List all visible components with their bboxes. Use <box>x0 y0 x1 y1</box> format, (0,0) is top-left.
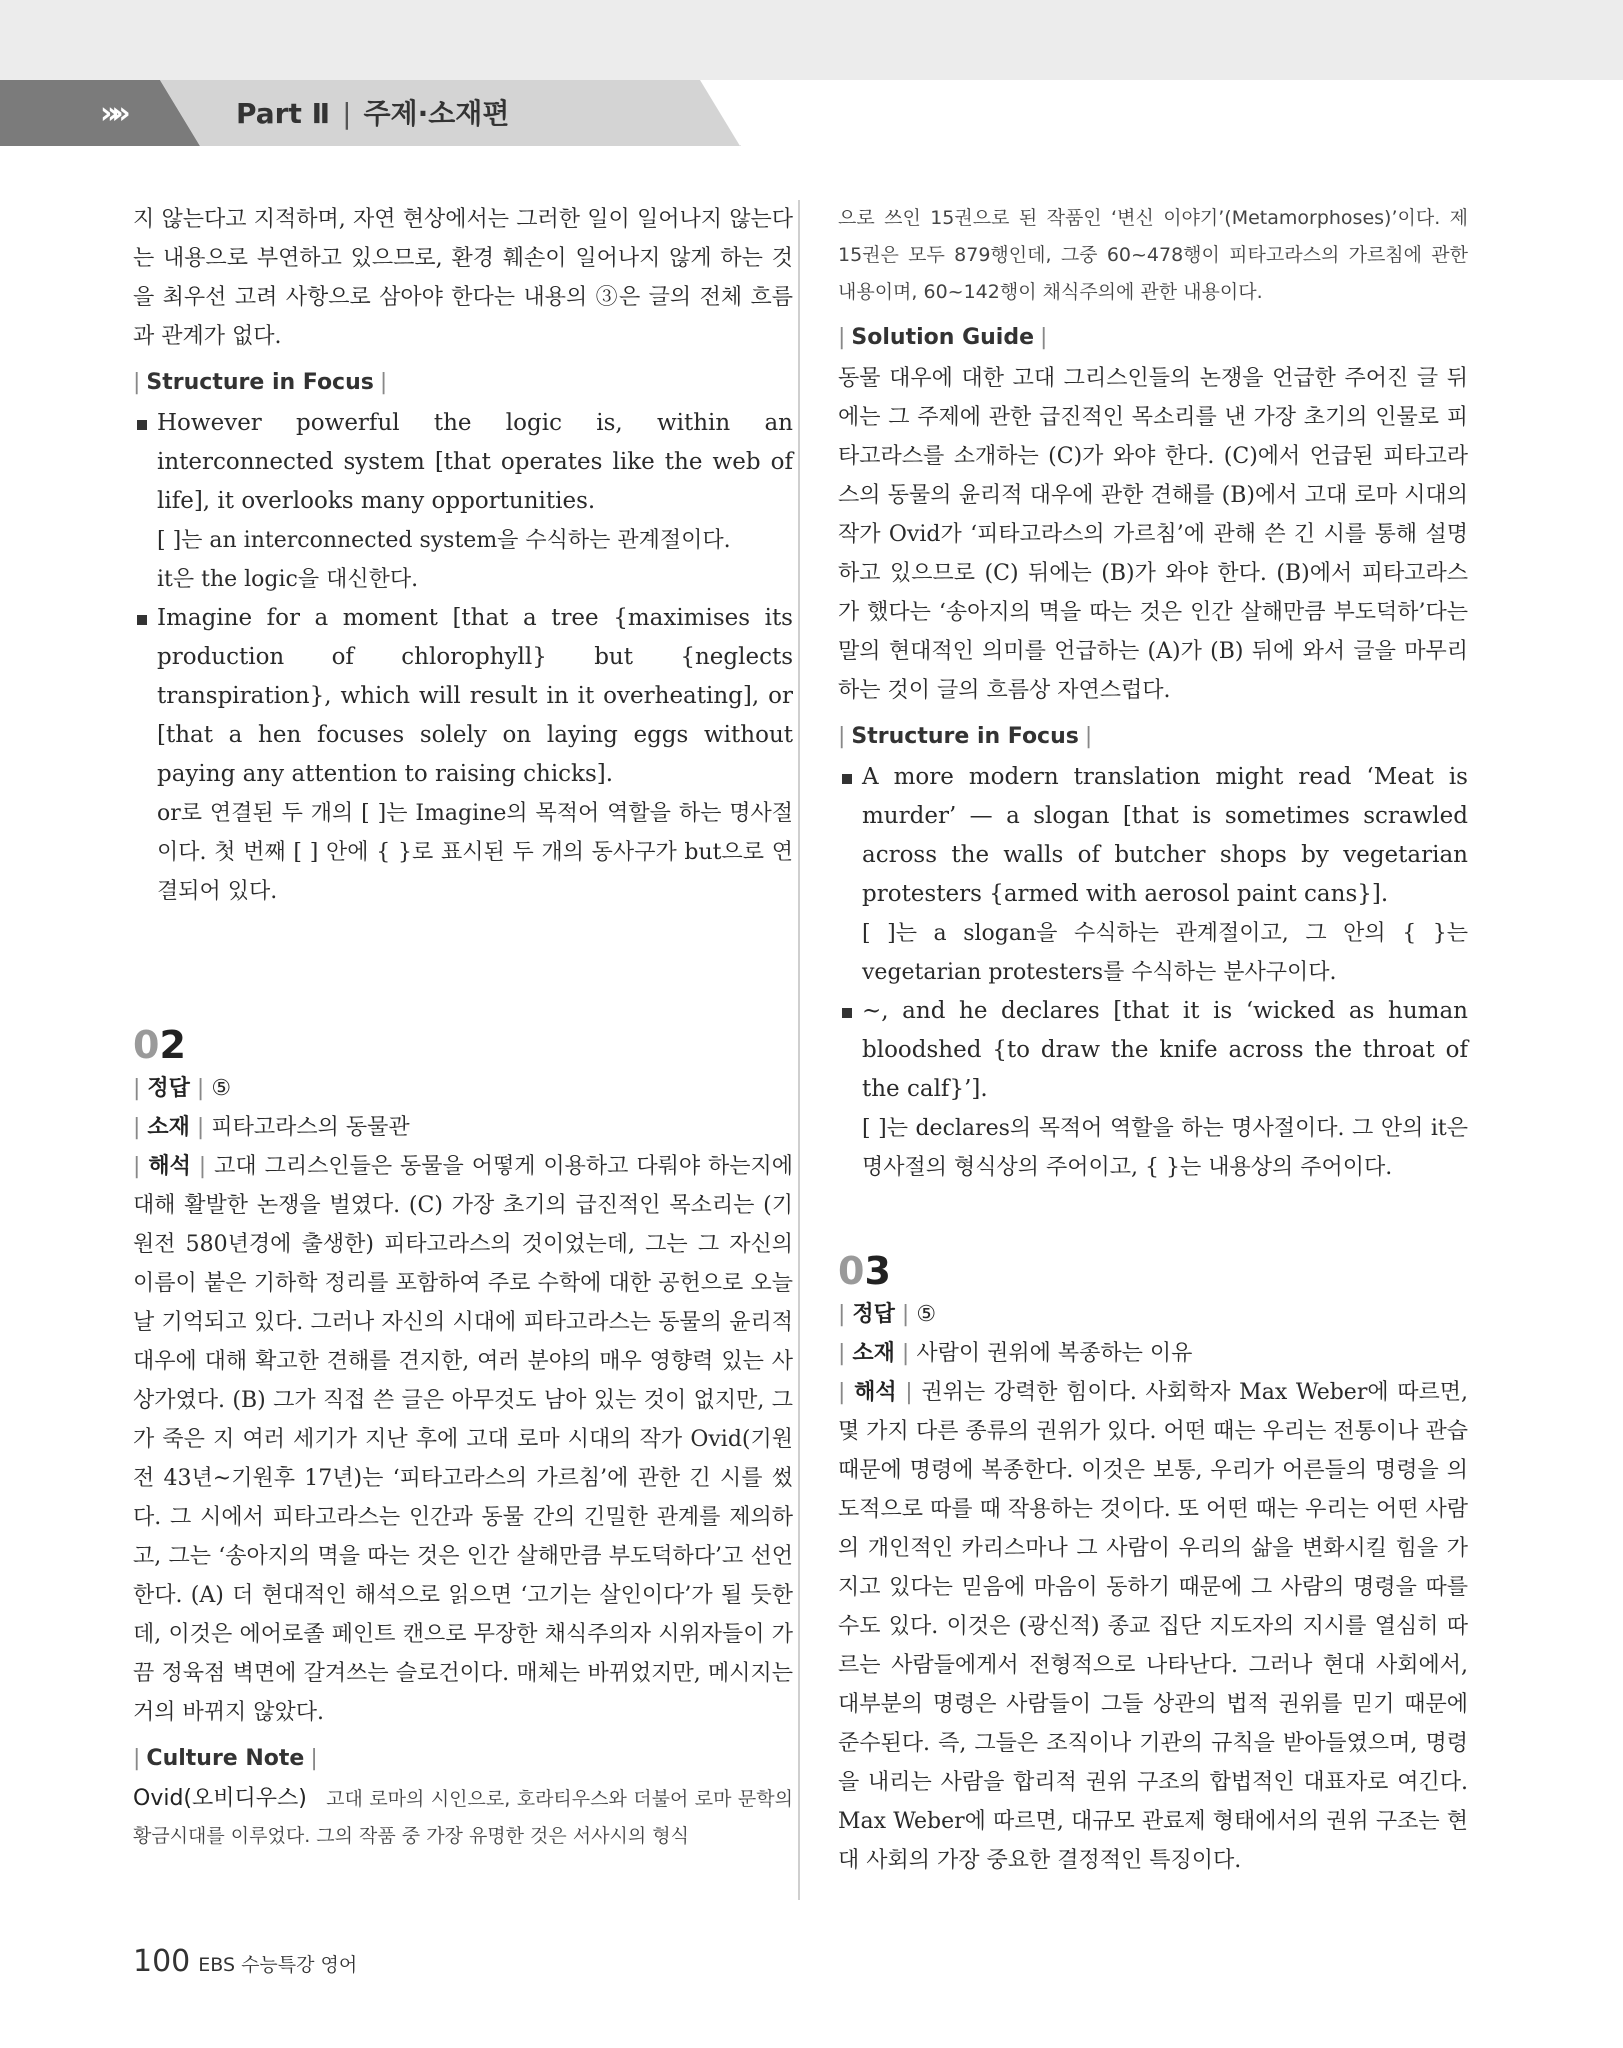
culture-note-text: Ovid(오비디우스) 고대 로마의 시인으로, 호라티우스와 더불어 로마 문학의 황금시대를 이루었다. 그의 작품 중 가장 유명한 것은 서사시의 형식 <box>133 1786 793 1847</box>
left-column <box>133 200 793 1855</box>
topic-line: | 소재 | 피타고라스의 동물관 <box>133 1115 410 1140</box>
answer-line: | 정답 | ⑤ <box>133 1076 232 1101</box>
structure-list <box>133 404 793 521</box>
answer-line: | 정답 | ⑤ <box>838 1302 937 1327</box>
structure-item: However powerful the logic is, within an interconnected system [that operates like the web of life], it overlooks many opportunities. <box>133 404 793 521</box>
book-title: EBS 수능특강 영어 <box>198 1954 358 1976</box>
intro-paragraph: 지 않는다고 지적하며, 자연 현상에서는 그러한 일이 일어나지 않는다는 내용으로 부연하고 있으므로, 환경 훼손이 일어나지 않게 하는 것을 최우선 고려 사항으로 삼아야 한다는 내용의 ③은 글의 전체 흐름과 관계가 없다. <box>133 207 793 349</box>
translation-paragraph: | 해석 | 고대 그리스인들은 동물을 어떻게 이용하고 다뤄야 하는지에 대해 활발한 논쟁을 벌였다. (C) 가장 초기의 급진적인 목소리는 (기원전 580년경에 출생한) 피타고라스의 것이었는데, 그는 그 자신의 이름이 붙은 기하학 정리를 포함하여 주로 수학에 대한 공헌으로 오늘날 기억되고 있다. 그러나 자신의 시대에 피타고라스는 동물의 윤리적 대우에 대해 확고한 견해를 견지한, 여러 분야의 매우 영향력 있는 사상가였다. (B) 그가 직접 쓴 글은 아무것도 남아 있는 것이 없지만, 그가 죽은 지 여러 세기가 지난 후에 고대 로마 시대의 작가 Ovid(기원전 43년~기원후 17년)는 ‘피타고라스의 가르침’에 관한 긴 시를 썼다. 그 시에서 피타고라스는 인간과 동물 간의 긴밀한 관계를 제의하고, 그는 ‘송아지의 멱을 따는 것은 인간 살해만큼 부도덕하다’고 선언한다. (A) 더 현대적인 해석으로 읽으면 ‘고기는 살인이다’가 될 듯한데, 이것은 에어로졸 페인트 캔으로 무장한 채식주의자 시위자들이 가끔 정육점 벽면에 갈겨쓰는 슬로건이다. 매체는 바뀌었지만, 메시지는 거의 바뀌지 않았다. <box>133 1154 794 1725</box>
structure-in-focus-heading: | Structure in Focus | <box>133 370 388 395</box>
section-label: 주제·소재편 <box>363 97 510 130</box>
structure-note: [ ]는 an interconnected system을 수식하는 관계절이다. <box>157 528 731 553</box>
right-column <box>838 200 1468 1880</box>
top-strip <box>0 0 1623 80</box>
structure-note: [ ]는 a slogan을 수식하는 관계절이고, 그 안의 { }는 vegetarian protesters를 수식하는 분사구이다. <box>862 921 1468 985</box>
page-footer <box>133 1944 357 1984</box>
structure-note: [ ]는 declares의 목적어 역할을 하는 명사절이다. 그 안의 it은 명사절의 형식상의 주어이고, { }는 내용상의 주어이다. <box>862 1116 1468 1180</box>
translation-paragraph: | 해석 | 권위는 강력한 힘이다. 사회학자 Max Weber에 따르면, 몇 가지 다른 종류의 권위가 있다. 어떤 때는 우리는 전통이나 관습 때문에 명령에 복종한다. 이것은 보통, 우리가 어른들의 명령을 의도적으로 따를 때 작용하는 것이다. 또 어떤 때는 우리는 어떤 사람의 개인적인 카리스마나 그 사람이 우리의 삶을 변화시킬 힘을 가지고 있다는 믿음에 마음이 동하기 때문에 그 사람의 명령을 따를 수도 있다. 이것은 (광신적) 종교 집단 지도자의 지시를 열심히 따르는 사람들에게서 전형적으로 나타난다. 그러나 현대 사회에서, 대부분의 명령은 사람들이 그들 상관의 법적 권위를 믿기 때문에 준수된다. 즉, 그들은 조직이나 기관의 규칙을 받아들였으며, 명령을 내리는 사람을 합리적 권위 구조의 합법적인 대표자로 여긴다. Max Weber에 따르면, 대규모 관료제 형태에서의 권위 구조는 현대 사회의 가장 중요한 결정적인 특징이다. <box>838 1380 1468 1873</box>
question-number: 02 <box>133 1023 186 1067</box>
topic-line: | 소재 | 사람이 권위에 복종하는 이유 <box>838 1341 1193 1366</box>
structure-item: ~, and he declares [that it is ‘wicked as human bloodshed {to draw the knife across the throat of the calf}’]. <box>838 992 1468 1109</box>
title-separator: | <box>342 97 352 130</box>
part-label: Part Ⅱ <box>236 97 331 130</box>
solution-guide-heading: | Solution Guide | <box>838 325 1048 350</box>
page-number: 100 <box>133 1944 191 1979</box>
structure-item: A more modern translation might read ‘Meat is murder’ — a slogan [that is sometimes scrawled across the walls of butcher shops by vegetarian protesters {armed with aerosol paint cans}]. <box>838 758 1468 914</box>
structure-note: or로 연결된 두 개의 [ ]는 Imagine의 목적어 역할을 하는 명사절이다. 첫 번째 [ ] 안에 { }로 표시된 두 개의 동사구가 but으로 연결되어 있다. <box>157 801 793 904</box>
chevrons-icon: »» <box>100 96 123 131</box>
structure-note: it은 the logic을 대신한다. <box>157 567 419 592</box>
solution-guide-text: 동물 대우에 대한 고대 그리스인들의 논쟁을 언급한 주어진 글 뒤에는 그 주제에 관한 급진적인 목소리를 낸 가장 초기의 인물로 피타고라스를 소개하는 (C)가 와야 한다. (C)에서 언급된 피타고라스의 동물의 윤리적 대우에 관한 견해를 (B)에서 고대 로마 시대의 작가 Ovid가 ‘피타고라스의 가르침’에 관해 쓴 긴 시를 통해 설명하고 있으므로 (C) 뒤에는 (B)가 와야 한다. (B)에서 피타고라스가 했다는 ‘송아지의 멱을 따는 것은 인간 살해만큼 부도덕하’다는 말의 현대적인 의미를 언급하는 (A)가 (B) 뒤에 와서 글을 마무리하는 것이 글의 흐름상 자연스럽다. <box>838 366 1468 703</box>
part-title <box>236 92 509 136</box>
structure-item: Imagine for a moment [that a tree {maximises its production of chlorophyll} but {neglects transpiration}, which will result in it overheating], or [that a hen focuses solely on laying eggs without paying any attention to raising chicks]. <box>133 599 793 794</box>
structure-in-focus-heading: | Structure in Focus | <box>838 724 1093 749</box>
column-divider <box>798 200 800 1900</box>
culture-note-continued: 으로 쓰인 15권으로 된 작품인 ‘변신 이야기’(Metamorphoses)’이다. 제15권은 모두 879행인데, 그중 60~478행이 피타고라스의 가르침에 관한 내용이며, 60~142행이 채식주의에 관한 내용이다. <box>838 207 1468 303</box>
culture-note-heading: | Culture Note | <box>133 1746 318 1771</box>
question-number: 03 <box>838 1249 891 1293</box>
